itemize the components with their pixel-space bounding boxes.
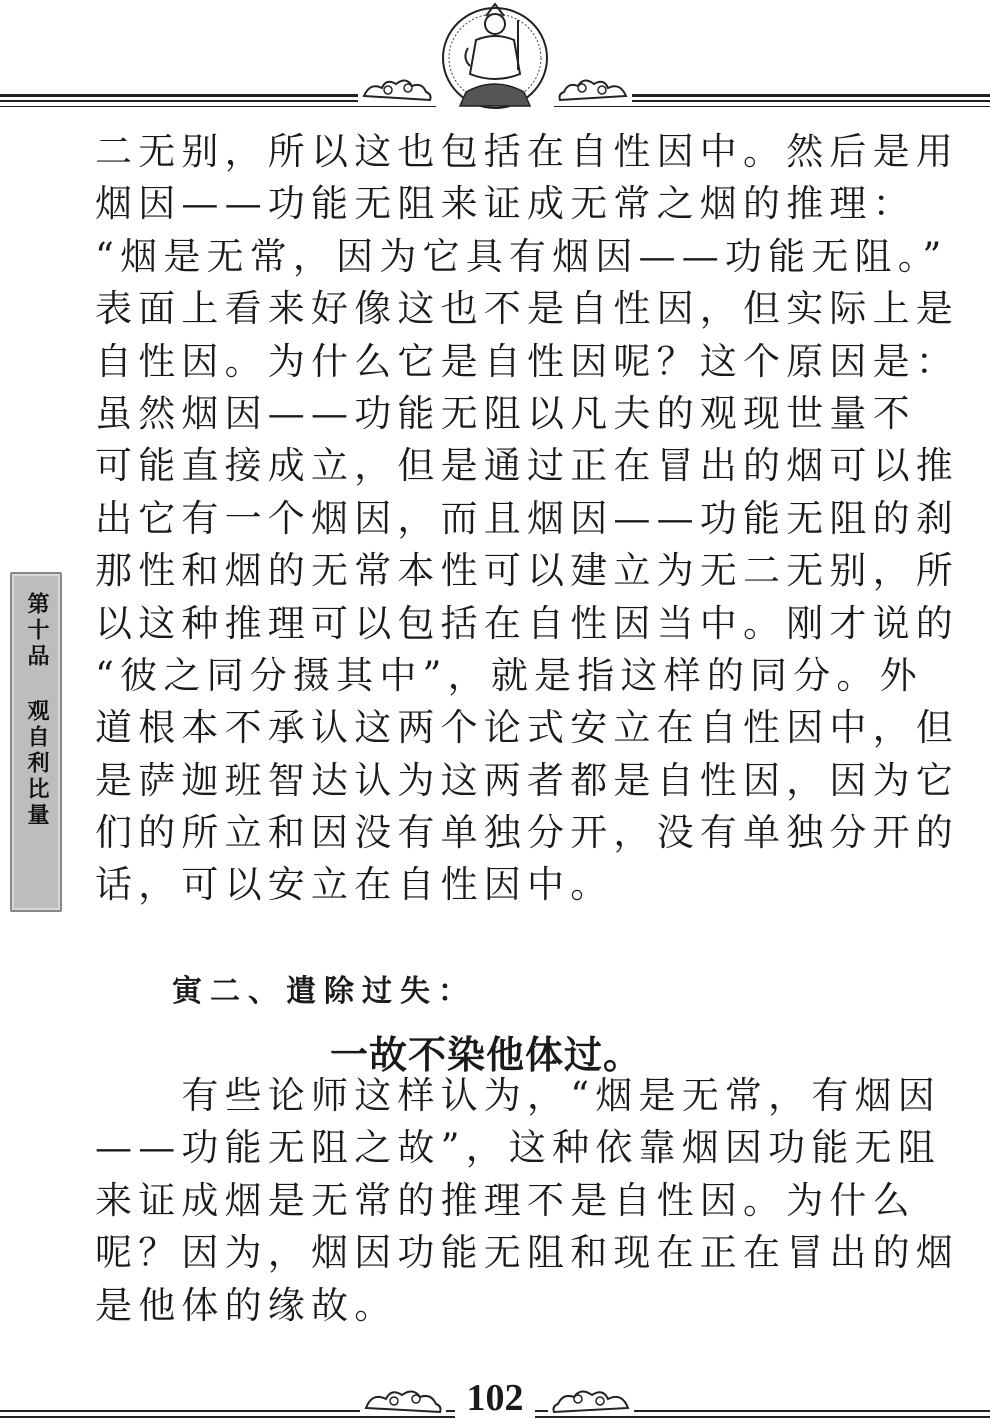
text-line: 虽然烟因——功能无阻以凡夫的观现世量不 xyxy=(95,391,916,435)
cloud-ornament-icon xyxy=(360,1382,446,1414)
root-verse: 一故不染他体过。 xyxy=(330,1033,643,1077)
text-line: 表面上看来好像这也不是自性因，但实际上是 xyxy=(95,287,959,331)
text-line: ——功能无阻之故”，这种依靠烟因功能无阻 xyxy=(95,1126,941,1170)
section-subheading: 寅二、遣除过失： xyxy=(172,974,476,1009)
text-line: 是他体的缘故。 xyxy=(95,1283,398,1327)
cloud-ornament-icon xyxy=(548,1382,634,1414)
cloud-ornament-icon xyxy=(554,72,632,104)
text-line: 二无别，所以这也包括在自性因中。然后是用 xyxy=(95,130,959,173)
text-line: 话，可以安立在自性因中。 xyxy=(95,863,614,907)
text-line: 以这种推理可以包括在自性因当中。刚才说的 xyxy=(95,601,959,645)
text-line: 们的所立和因没有单独分开，没有单独分开的 xyxy=(95,811,959,855)
paragraph-2 xyxy=(95,1070,959,1332)
text-line: 道根本不承认这两个论式安立在自性因中，但 xyxy=(95,706,959,750)
chapter-side-tab xyxy=(10,572,62,912)
text-line: 烟因——功能无阻来证成无常之烟的推理： xyxy=(95,182,916,226)
page-header xyxy=(0,0,990,120)
cloud-ornament-icon xyxy=(358,72,436,104)
text-line: “烟是无常，因为它具有烟因——功能无阻。” xyxy=(95,234,948,278)
text-line: 可能直接成立，但是通过正在冒出的烟可以推 xyxy=(95,444,959,488)
text-line: 有些论师这样认为，“烟是无常，有烟因 xyxy=(95,1074,941,1117)
page-number: 102 xyxy=(455,1376,535,1420)
deity-emblem-icon xyxy=(436,0,554,112)
text-line: 自性因。为什么它是自性因呢？这个原因是： xyxy=(95,339,959,383)
text-line: 来证成烟是无常的推理不是自性因。为什么 xyxy=(95,1178,916,1222)
chapter-side-tab-label: 第十品 观自利比量 xyxy=(24,592,49,829)
text-line: 出它有一个烟因，而且烟因——功能无阻的刹 xyxy=(95,496,959,540)
text-line: 呢？因为，烟因功能无阻和现在正在冒出的烟 xyxy=(95,1231,959,1275)
paragraph-1 xyxy=(95,126,959,912)
text-line: 是萨迦班智达认为这两者都是自性因，因为它 xyxy=(95,758,959,802)
text-line: 那性和烟的无常本性可以建立为无二无别，所 xyxy=(95,549,959,593)
text-line: “彼之同分摄其中”，就是指这样的同分。外 xyxy=(95,653,923,697)
